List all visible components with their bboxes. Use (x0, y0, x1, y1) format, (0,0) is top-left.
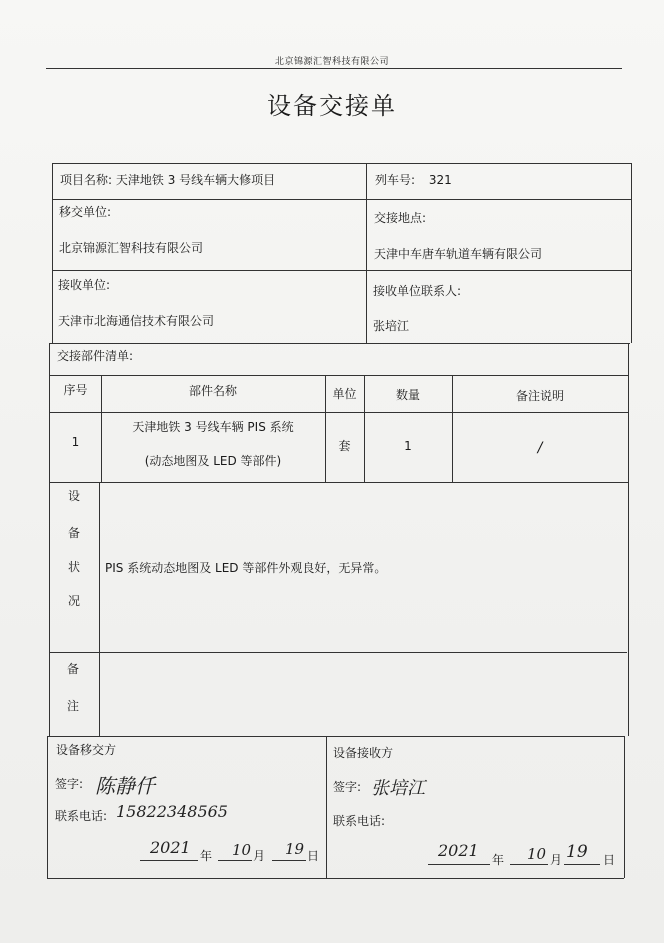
document-title: 设备交接单 (267, 92, 397, 120)
sender-day-suffix: 日 (307, 849, 320, 863)
train-number-field (375, 172, 452, 188)
sender-month: 10 (232, 841, 252, 859)
row-line (52, 199, 631, 200)
train-number-value: 321 (428, 173, 452, 187)
sender-signature: 陈静仟 (95, 774, 155, 798)
condition-label-char: 备 (67, 526, 80, 540)
receiver-phone-label: 联系电话: (333, 814, 386, 828)
condition-label-char: 设 (67, 489, 80, 503)
receiver-year-suffix: 年 (492, 853, 505, 867)
table-border-left-mid (49, 343, 50, 736)
receiver-month: 10 (527, 845, 547, 863)
condition-label-char: 况 (67, 594, 80, 608)
row-line (50, 343, 630, 344)
receiver-month-underline (510, 864, 548, 865)
receive-unit-value: 天津市北海通信技术有限公司 (58, 314, 215, 328)
table-border-left (52, 163, 53, 343)
col-divider (366, 163, 367, 343)
row-line (50, 412, 628, 413)
col-header-index: 序号 (63, 383, 88, 397)
receive-contact-label: 接收单位联系人: (373, 284, 462, 298)
sender-phone-label: 联系电话: (55, 809, 108, 823)
receive-contact-value: 张培江 (373, 319, 410, 333)
sender-month-suffix: 月 (253, 849, 266, 863)
sender-year-suffix: 年 (200, 849, 213, 863)
receiver-title: 设备接收方 (333, 746, 394, 760)
receiver-signature: 张培江 (371, 778, 425, 799)
row-qty: 1 (404, 439, 412, 453)
table-border-right-low (624, 736, 625, 878)
receive-unit-label: 接收单位: (58, 278, 111, 292)
sender-phone-value: 15822348565 (116, 802, 228, 821)
train-number-label: 列车号: (375, 173, 416, 187)
row-name-line2: (动态地图及 LED 等部件) (144, 454, 282, 468)
sender-title: 设备移交方 (56, 743, 117, 757)
company-header: 北京锦源汇智科技有限公司 (274, 57, 389, 67)
project-name-label: 项目名称: (60, 173, 113, 187)
receiver-day-underline (564, 864, 600, 865)
header-rule (46, 68, 622, 69)
row-line (50, 375, 629, 376)
receiver-year-underline (428, 864, 490, 865)
receiver-day: 19 (566, 842, 588, 862)
sender-day: 19 (285, 840, 305, 858)
sender-sign-label: 签字: (55, 777, 84, 791)
transfer-unit-value: 北京锦源汇智科技有限公司 (59, 241, 204, 255)
table-border-bottom (47, 878, 624, 879)
handover-place-value: 天津中车唐车轨道车辆有限公司 (374, 247, 543, 261)
sender-day-underline (272, 860, 306, 861)
table-border-right-mid (628, 343, 629, 736)
condition-text: PIS 系统动态地图及 LED 等部件外观良好，无异常。 (105, 561, 387, 575)
sender-month-underline (218, 860, 252, 861)
table-border-right (631, 163, 632, 343)
col-header-unit: 单位 (332, 387, 357, 401)
sender-year: 2021 (150, 838, 191, 857)
receiver-sign-label: 签字: (333, 780, 362, 794)
row-remark: / (537, 440, 543, 456)
col-header-qty: 数量 (395, 388, 420, 402)
col-divider (99, 482, 100, 736)
row-line (52, 270, 631, 271)
table-border-top (52, 163, 632, 164)
col-divider (326, 736, 327, 878)
table-border-left-low (47, 736, 48, 878)
receiver-year: 2021 (438, 841, 479, 860)
row-line (48, 736, 625, 737)
receiver-month-suffix: 月 (550, 853, 563, 867)
col-header-name: 部件名称 (188, 384, 237, 398)
handover-place-label: 交接地点: (374, 211, 427, 225)
col-header-remark: 备注说明 (515, 389, 564, 403)
condition-label-char: 状 (67, 560, 80, 574)
project-name-field (60, 172, 275, 188)
notes-label-char: 注 (66, 699, 79, 713)
project-name-value: 天津地铁 3 号线车辆大修项目 (115, 173, 276, 187)
row-unit: 套 (338, 439, 351, 453)
parts-section-label: 交接部件清单: (57, 349, 134, 363)
receiver-day-suffix: 日 (603, 853, 616, 867)
row-line (49, 652, 627, 653)
notes-label-char: 备 (66, 662, 79, 676)
row-name-line1: 天津地铁 3 号线车辆 PIS 系统 (132, 420, 294, 434)
row-index: 1 (71, 435, 80, 449)
sender-year-underline (140, 860, 198, 861)
transfer-unit-label: 移交单位: (59, 205, 112, 219)
row-line (49, 482, 628, 483)
